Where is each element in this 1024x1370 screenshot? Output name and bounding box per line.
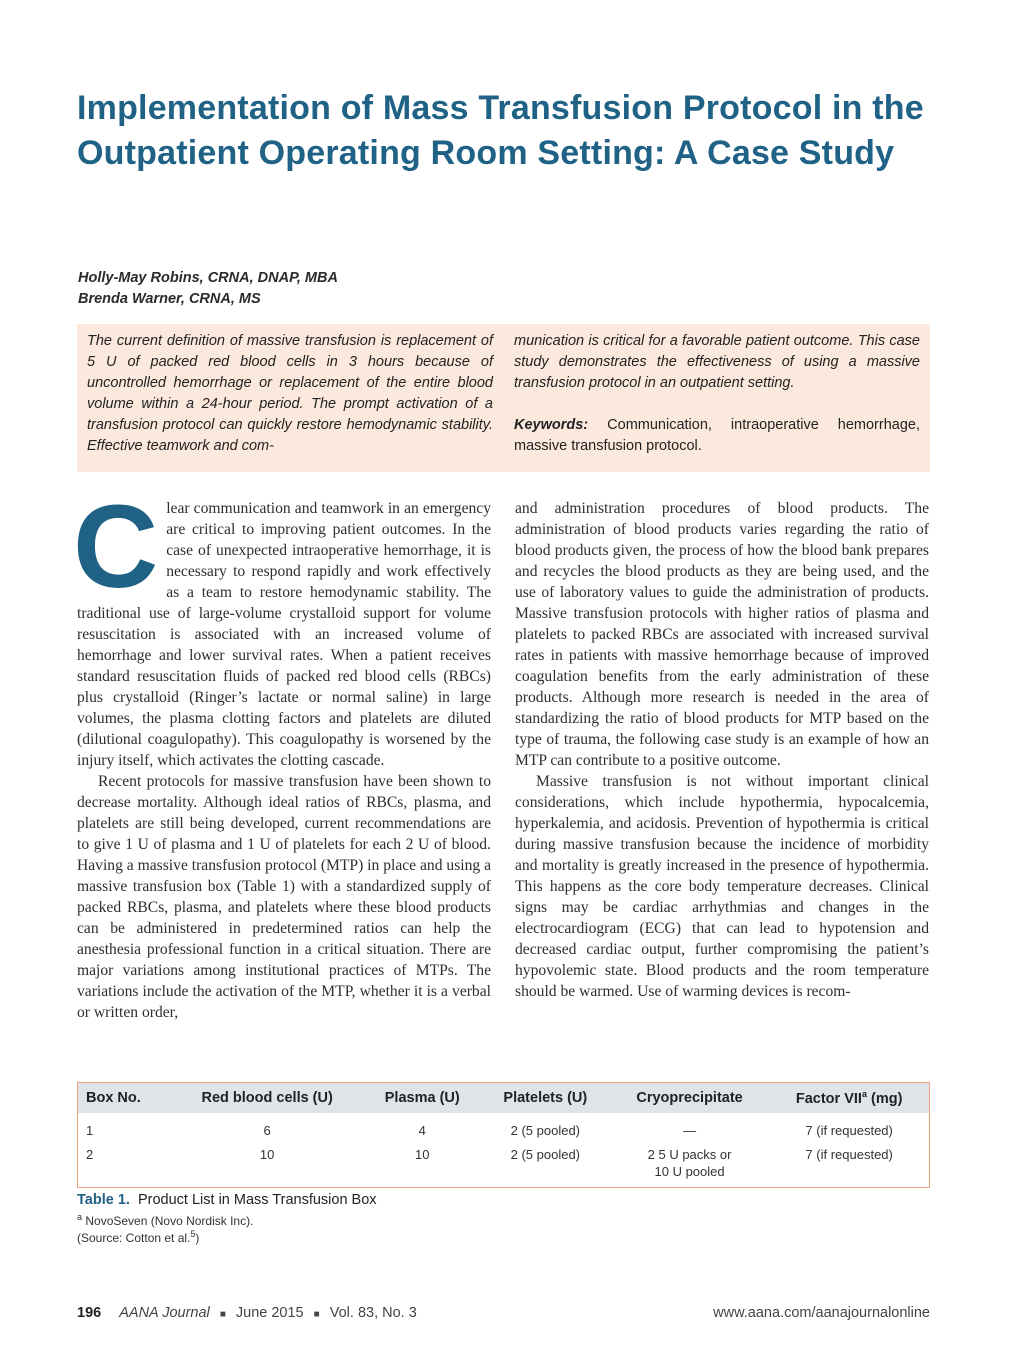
separator-icon: ■ <box>313 1309 320 1320</box>
caption-label: Table 1. <box>77 1192 130 1208</box>
paragraph: Recent protocols for massive transfusion have been shown to decrease mortality. Although ideal ratios of RBCs, plasma, and platelets are still being developed, current recommendations are to give 1 U of plasma and 1 U of platelets for each 2 U of blood. Having a massive transfusion protocol (MTP) in place and using a massive transfusion box (Table 1) with a standardized supply of packed RBCs, plasma, and platelets where these blood products can be administered in predetermined ratios can help the anesthesia professional function in a critical situation. There are major variations among institutional practices of MTPs. The variations include the activation of the MTP, whether it is a verbal or written order, <box>77 773 492 1021</box>
journal-name: AANA Journal <box>119 1305 210 1321</box>
footnote-marker: a <box>77 1212 83 1222</box>
table-row <box>78 1113 929 1139</box>
source-close: ) <box>195 1231 200 1245</box>
paragraph: and administration procedures of blood products. The administration of blood products varies regarding the ratio of blood products given, the process of how the blood bank prepares and recycles the blood products as they are being used, and the use of laboratory values to guide the administration of products. Massive transfusion protocols with higher ratios of plasma and platelets to packed RBCs are associated with increased survival rates in patients with massive hemorrhage because of improved coagulation benefits from the early administration of these products. Although more research is needed in the area of standardizing the ratio of blood products for MTP based on the type of trauma, the following case study is an example of how an MTP can contribute to a positive outcome. <box>515 500 929 769</box>
paragraph <box>73 481 491 771</box>
author-name: Brenda Warner, CRNA, MS <box>78 291 261 307</box>
column-header: Red blood cells (U) <box>201 1090 333 1106</box>
caption-text: Product List in Mass Transfusion Box <box>137 1192 377 1208</box>
issue-date: June 2015 <box>235 1305 304 1321</box>
abstract-text-continued: munication is critical for a favorable patient outcome. This case study demonstrates the effectiveness of using a massive transfusion protocol in an outpatient setting. <box>514 333 920 391</box>
keywords <box>514 415 920 457</box>
body-column-left <box>73 481 492 1023</box>
table-source <box>77 1229 199 1245</box>
abstract-text: The current definition of massive transfusion is replacement of 5 U of packed red blood cells in 3 hours because of uncontrolled hemorrhage or replacement of the entire blood volume within a 24-hour period. The prompt activation of a transfusion protocol can quickly restore hemodynamic stability. Effective teamwork and com- <box>87 333 493 454</box>
keywords-text: Communication, intraoperative hemorrhage, massive transfusion protocol. <box>514 417 920 454</box>
abstract-column-2 <box>514 331 920 472</box>
article-title: Implementation of Mass Transfusion Protocol in the Outpatient Operating Room Setting: A Case Study <box>77 89 924 172</box>
author-list <box>78 268 338 310</box>
page-footer <box>77 1305 930 1321</box>
table-cell: 4 <box>418 1123 426 1138</box>
table-cell: 2 (5 pooled) <box>510 1147 581 1162</box>
abstract-column-1 <box>87 331 493 472</box>
header-text: Factor VII <box>795 1090 862 1107</box>
table-cell: 1 <box>86 1123 94 1138</box>
transfusion-box-table <box>77 1082 930 1188</box>
source-text: (Source: Cotton et al. <box>77 1231 191 1245</box>
volume-info: Vol. 83, No. 3 <box>329 1305 417 1321</box>
column-header <box>769 1083 929 1113</box>
footnote-marker: a <box>861 1089 867 1100</box>
column-header: Box No. <box>86 1090 141 1106</box>
author-name: Holly-May Robins, CRNA, DNAP, MBA <box>78 270 338 286</box>
paragraph-text: lear communication and teamwork in an emergency are critical to improving patient outcomes. In the case of unexpected intraoperative hemorrhage, it is necessary to respond rapidly and work effectively as a team to restore hemodynamic stability. The traditional use of large-volume crystalloid support for volume resuscitation is associated with an increased volume of hemorrhage and lower survival rates. When a patient receives standard resuscitation fluids of packed red blood cells (RBCs) plus crystalloid (Ringer’s lactate or normal saline) in large volumes, the plasma clotting factors and platelets are diluted (dilutional coagulopathy). This coagulopathy is worsened by the injury itself, which activates the clotting cascade. <box>77 500 491 769</box>
journal-url[interactable]: www.aana.com/aanajournalonline <box>713 1305 930 1321</box>
separator-icon: ■ <box>219 1309 226 1320</box>
table-cell: 7 (if requested) <box>805 1147 893 1162</box>
table-footnote <box>77 1212 253 1228</box>
cell-line: 2 5 U packs or <box>647 1147 732 1162</box>
table-cell: 10 <box>259 1147 275 1162</box>
table-caption <box>77 1192 377 1208</box>
paragraph: Massive transfusion is not without important clinical considerations, which include hypothermia, hypocalcemia, hyperkalemia, and acidosis. Prevention of hypothermia is critical during massive transfusion because the incidence of morbidity and mortality is greatly increased in the presence of hypothermia. This happens as the core body temperature decreases. Clinical signs may be cardiac arrhythmias and changes in the electrocardiogram (ECG) that can lead to hypotension and decreased cardiac output, further compromising the patient’s hypovolemic state. Blood products and the room temperature should be warmed. Use of warming devices is recom- <box>515 773 929 1000</box>
drop-cap: C <box>73 481 159 613</box>
footer-left <box>77 1305 417 1321</box>
table-cell: 10 <box>415 1147 430 1162</box>
abstract-box <box>77 324 930 472</box>
footnote-text: NovoSeven (Novo Nordisk Inc). <box>85 1214 254 1228</box>
keywords-label: Keywords: <box>514 417 589 433</box>
reference-number: 5 <box>190 1229 196 1239</box>
table-cell: 7 (if requested) <box>805 1123 893 1138</box>
table-header-row <box>78 1083 929 1113</box>
header-unit: (mg) <box>870 1090 903 1107</box>
table-cell: 6 <box>263 1123 271 1138</box>
table-cell <box>610 1139 769 1180</box>
column-header: Platelets (U) <box>503 1090 588 1106</box>
column-header: Plasma (U) <box>384 1090 460 1106</box>
table-row <box>78 1139 929 1180</box>
body-column-right <box>515 498 929 1002</box>
page-number: 196 <box>77 1305 102 1321</box>
table-cell: — <box>683 1123 697 1138</box>
column-header: Cryoprecipitate <box>636 1090 743 1106</box>
table-cell: 2 <box>86 1147 94 1162</box>
cell-line: 10 U pooled <box>654 1164 725 1179</box>
table-cell: 2 (5 pooled) <box>510 1123 581 1138</box>
